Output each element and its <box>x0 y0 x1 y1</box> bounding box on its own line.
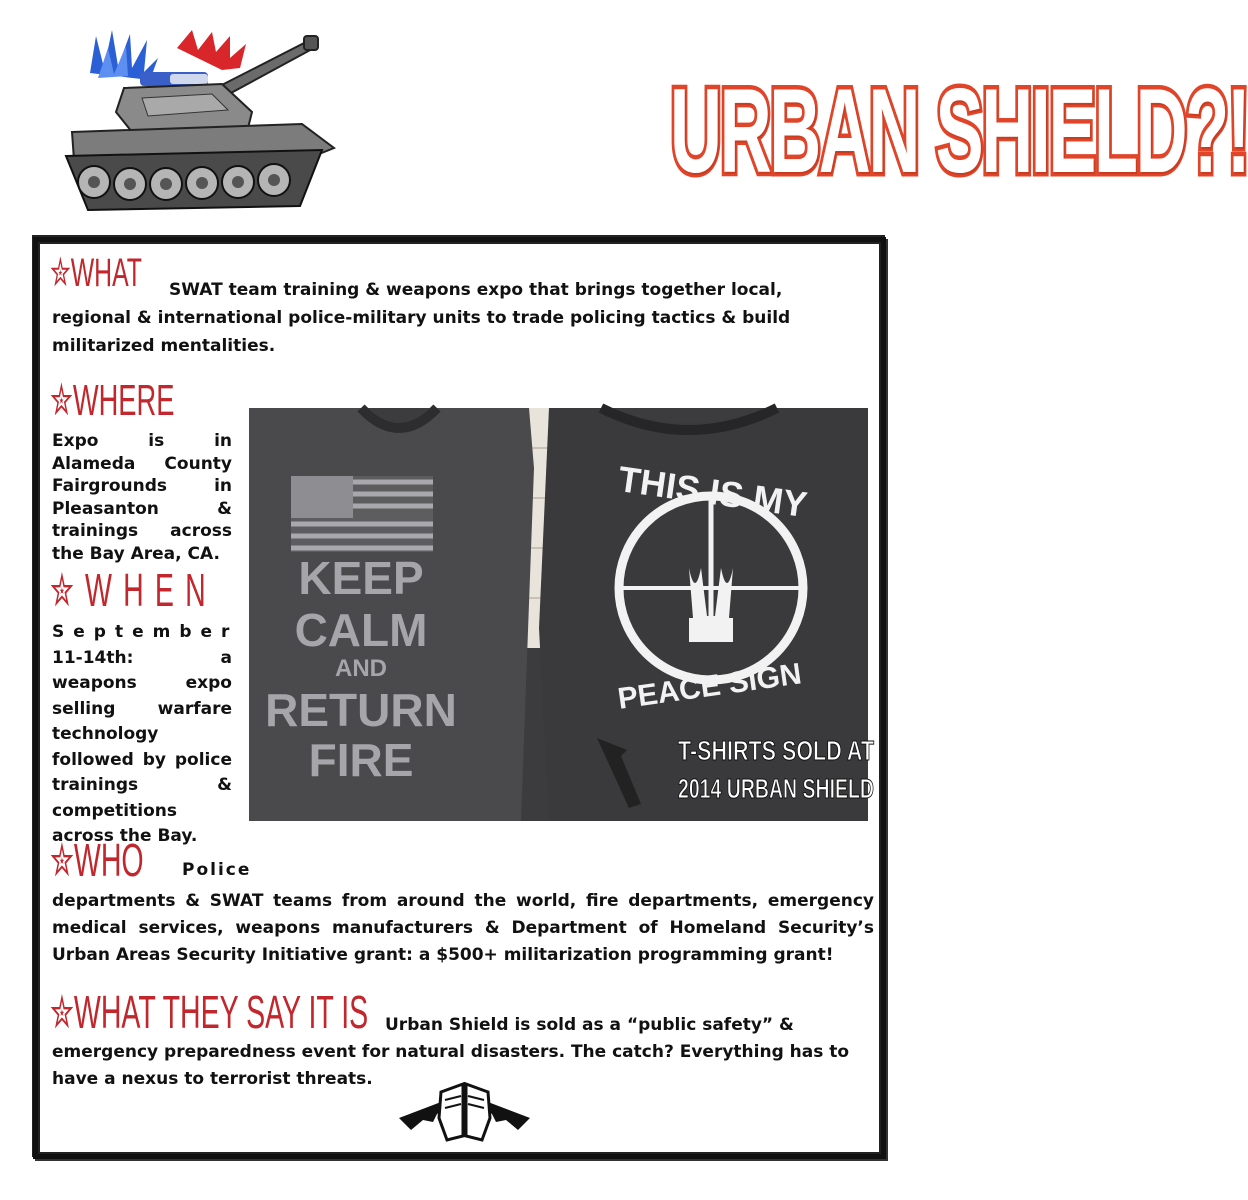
when-body: 11-14th: a weapons expo selling warfare technology followed by police trainings & competitions across the Bay. <box>52 647 232 846</box>
where-text: Expo is in Alameda County Fairgrounds in Pleasanton & trainings across the Bay Area, CA. <box>52 431 232 564</box>
who-first-word: Police <box>182 860 252 880</box>
what-text: SWAT team training & weapons expo that brings together local, regional & international police-military units to trade policing tactics & build militarized mentalities. <box>52 280 791 356</box>
who-heading: ✮WHO <box>50 834 144 886</box>
shirt-text-peace-sign: PEACE SIGN <box>615 657 804 716</box>
siren-red-burst <box>177 30 246 70</box>
shirt-text-this-is-my: THIS IS MY <box>615 458 810 526</box>
shirt-text-calm: CALM <box>294 604 428 656</box>
when-text <box>52 620 239 850</box>
photo-caption-line2: 2014 URBAN SHIELD <box>678 773 874 804</box>
star-icon: ✮ <box>50 376 73 425</box>
where-heading-block <box>50 375 251 426</box>
where-heading: ✮WHERE <box>50 376 175 425</box>
when-first-word: September <box>52 622 239 642</box>
star-icon: ✮ <box>50 564 86 616</box>
shirt-text-keep: KEEP <box>298 552 424 604</box>
star-icon: ✮ <box>50 251 71 295</box>
star-icon: ✮ <box>50 986 74 1038</box>
shirt-text-return: RETURN <box>265 684 457 736</box>
shirt-text-fire: FIRE <box>308 734 414 786</box>
shirt-text-and: AND <box>335 655 387 682</box>
what-heading: ✮WHAT <box>50 251 142 295</box>
flag-print <box>291 476 433 552</box>
fists-breaking-guns-icon <box>397 1078 532 1146</box>
title-wrapper <box>335 28 1248 198</box>
what-they-say-heading: ✮WHAT THEY SAY IT IS <box>50 986 369 1038</box>
who-heading-block <box>50 833 201 887</box>
photo-caption-line1: T-SHIRTS SOLD AT <box>678 735 874 766</box>
star-icon: ✮ <box>50 834 74 886</box>
when-heading: ✮WHEN <box>50 564 217 616</box>
tank-illustration <box>52 28 337 218</box>
who-text: departments & SWAT teams from around the world, fire departments, emergency medical services, weapons manufacturers & Department of Homeland Security’s Urban Areas Security Initiative grant: a $500+ militarization programming grant! <box>52 891 874 965</box>
page-title: URBAN SHIELD?! <box>670 64 1248 198</box>
tshirts-photo <box>249 408 874 821</box>
what-they-say-text: Urban Shield is sold as a “public safety” & emergency preparedness event for natural disasters. The catch? Everything has to have a nexus to terrorist threats. <box>52 1015 850 1089</box>
